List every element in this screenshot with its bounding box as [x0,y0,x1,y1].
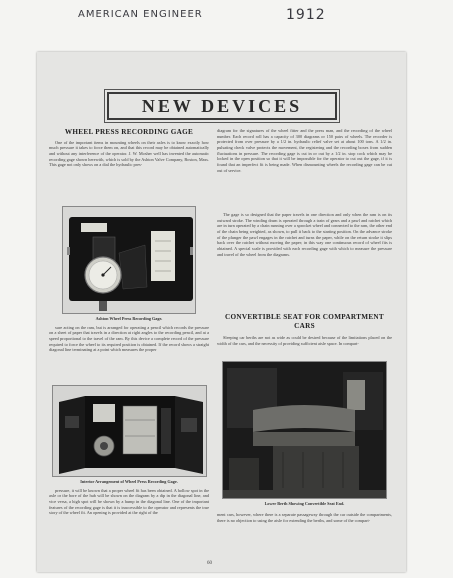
article-paragraph: sure acting on the ram, but is arranged for operating a pencil which records the pressure on a sheet of paper that travels in a direction at right angles to the recording pencil, and at a speed proportional to the travel of the ram. By this device a complete record of the pressure required to force the wheel to its required position is obtained. If the record shows a straight diagonal line terminating at a point which measures the proper [49,324,209,353]
article-paragraph: ment cars, however, where there is a separate passageway through the car outside the compartments, there is no objection to using the aisle for extending the berths, and some of the compart- [217,512,392,523]
section-banner: NEW DEVICES [107,92,337,120]
figure-caption: Interior Arrangement of Wheel Press Recording Gage. [80,478,178,484]
figure-recording-gage-photo [62,206,196,314]
article-paragraph: One of the important items in mounting wheels on their axles is to know exactly how much pressure it takes to force them on, and that this record may be obtained automatically and without any interference of the operator. J. W. Mosher well has invented the automatic recording gage shown herewith, which is sold by the Ashton Valve Company, Boston, Mass. This gage not only shows on a dial the hydraulic pres- [49,139,209,168]
magazine-page [37,52,406,572]
article-heading-convertible-seat: CONVERTIBLE SEAT FOR COMPARTMENT CARS [224,313,385,330]
figure-interior-arrangement-photo [52,385,207,477]
lower-berth-illustration [223,362,387,499]
handwritten-year: 1912 [286,7,326,23]
article-heading-wheel-press: WHEEL PRESS RECORDING GAGE [64,128,194,136]
figure-caption: Lower Berth Showing Convertible Seat End. [264,501,345,506]
left-column [49,128,209,528]
handwritten-title: AMERICAN ENGINEER [78,9,203,20]
figure-lower-berth-photo [222,361,387,499]
recording-gage-illustration [63,207,196,314]
figure-caption: Ashton Wheel Press Recording Gage. [95,315,163,321]
article-paragraph: Sleeping car berths are not as wide as could be desired because of the limitations placed on the width of the cars, and the necessity of providing sufficient aisle space. In compart- [217,335,392,346]
page-number: 60 [207,561,212,566]
article-paragraph: The gage is so designed that the paper travels in one direction and only when the ram is on its outward stroke. The winding drum is operated through a train of gears and a pawl and ratchet which are in turn operated by a chain running over a sprocket wheel and connected to the ram, the other end of the chain being weighted, as shown, to pull it back to the starting position. On the advance stroke of the plunger the pawl engages in the ratchet and turns the paper, while on the return stroke it slips back over the ratchet without moving the paper; in this way one continuous record of wheel fits is obtained. A special scale is provided with each recording gage with which to measure the pressure and travel of the wheel from the diagrams. [217,212,392,257]
article-paragraph: pressure, it will be known that a proper wheel fit has been obtained. A hollow spot in the axle or the bore of the hub will be shown on the diagram by a dip in the diagonal line, and vice versa, a high spot will be shown by a hump in the diagonal line. One of the important features of the recording gage is that it is inaccessible to the operator and represents the true story of the wheel fit. An opening is provided at the right of the [49,487,209,516]
article-paragraph: diagram for the signatures of the wheel fitter and the press man, and the recording of the wheel number. Each record roll has a capacity of 300 diagrams or 150 pairs of wheels. The recorder is protected from over pressure by a 1/2 in. hydraulic relief valve set at about 100 tons. A 1/2 in. pulsating check valve protects the movement, the registering and the recording boxes from sudden fluctuations in pressure. The recording gage is cut in or out by a 1/2 in. stop cock which may be locked in the open position so that it will be impossible for the operator to cut out the gage, if it is found that an imperfect fit is being made. When dismounting wheels the recording gage can be cut out of service. [217,128,392,173]
right-column [217,128,392,534]
interior-arrangement-illustration [53,386,207,477]
